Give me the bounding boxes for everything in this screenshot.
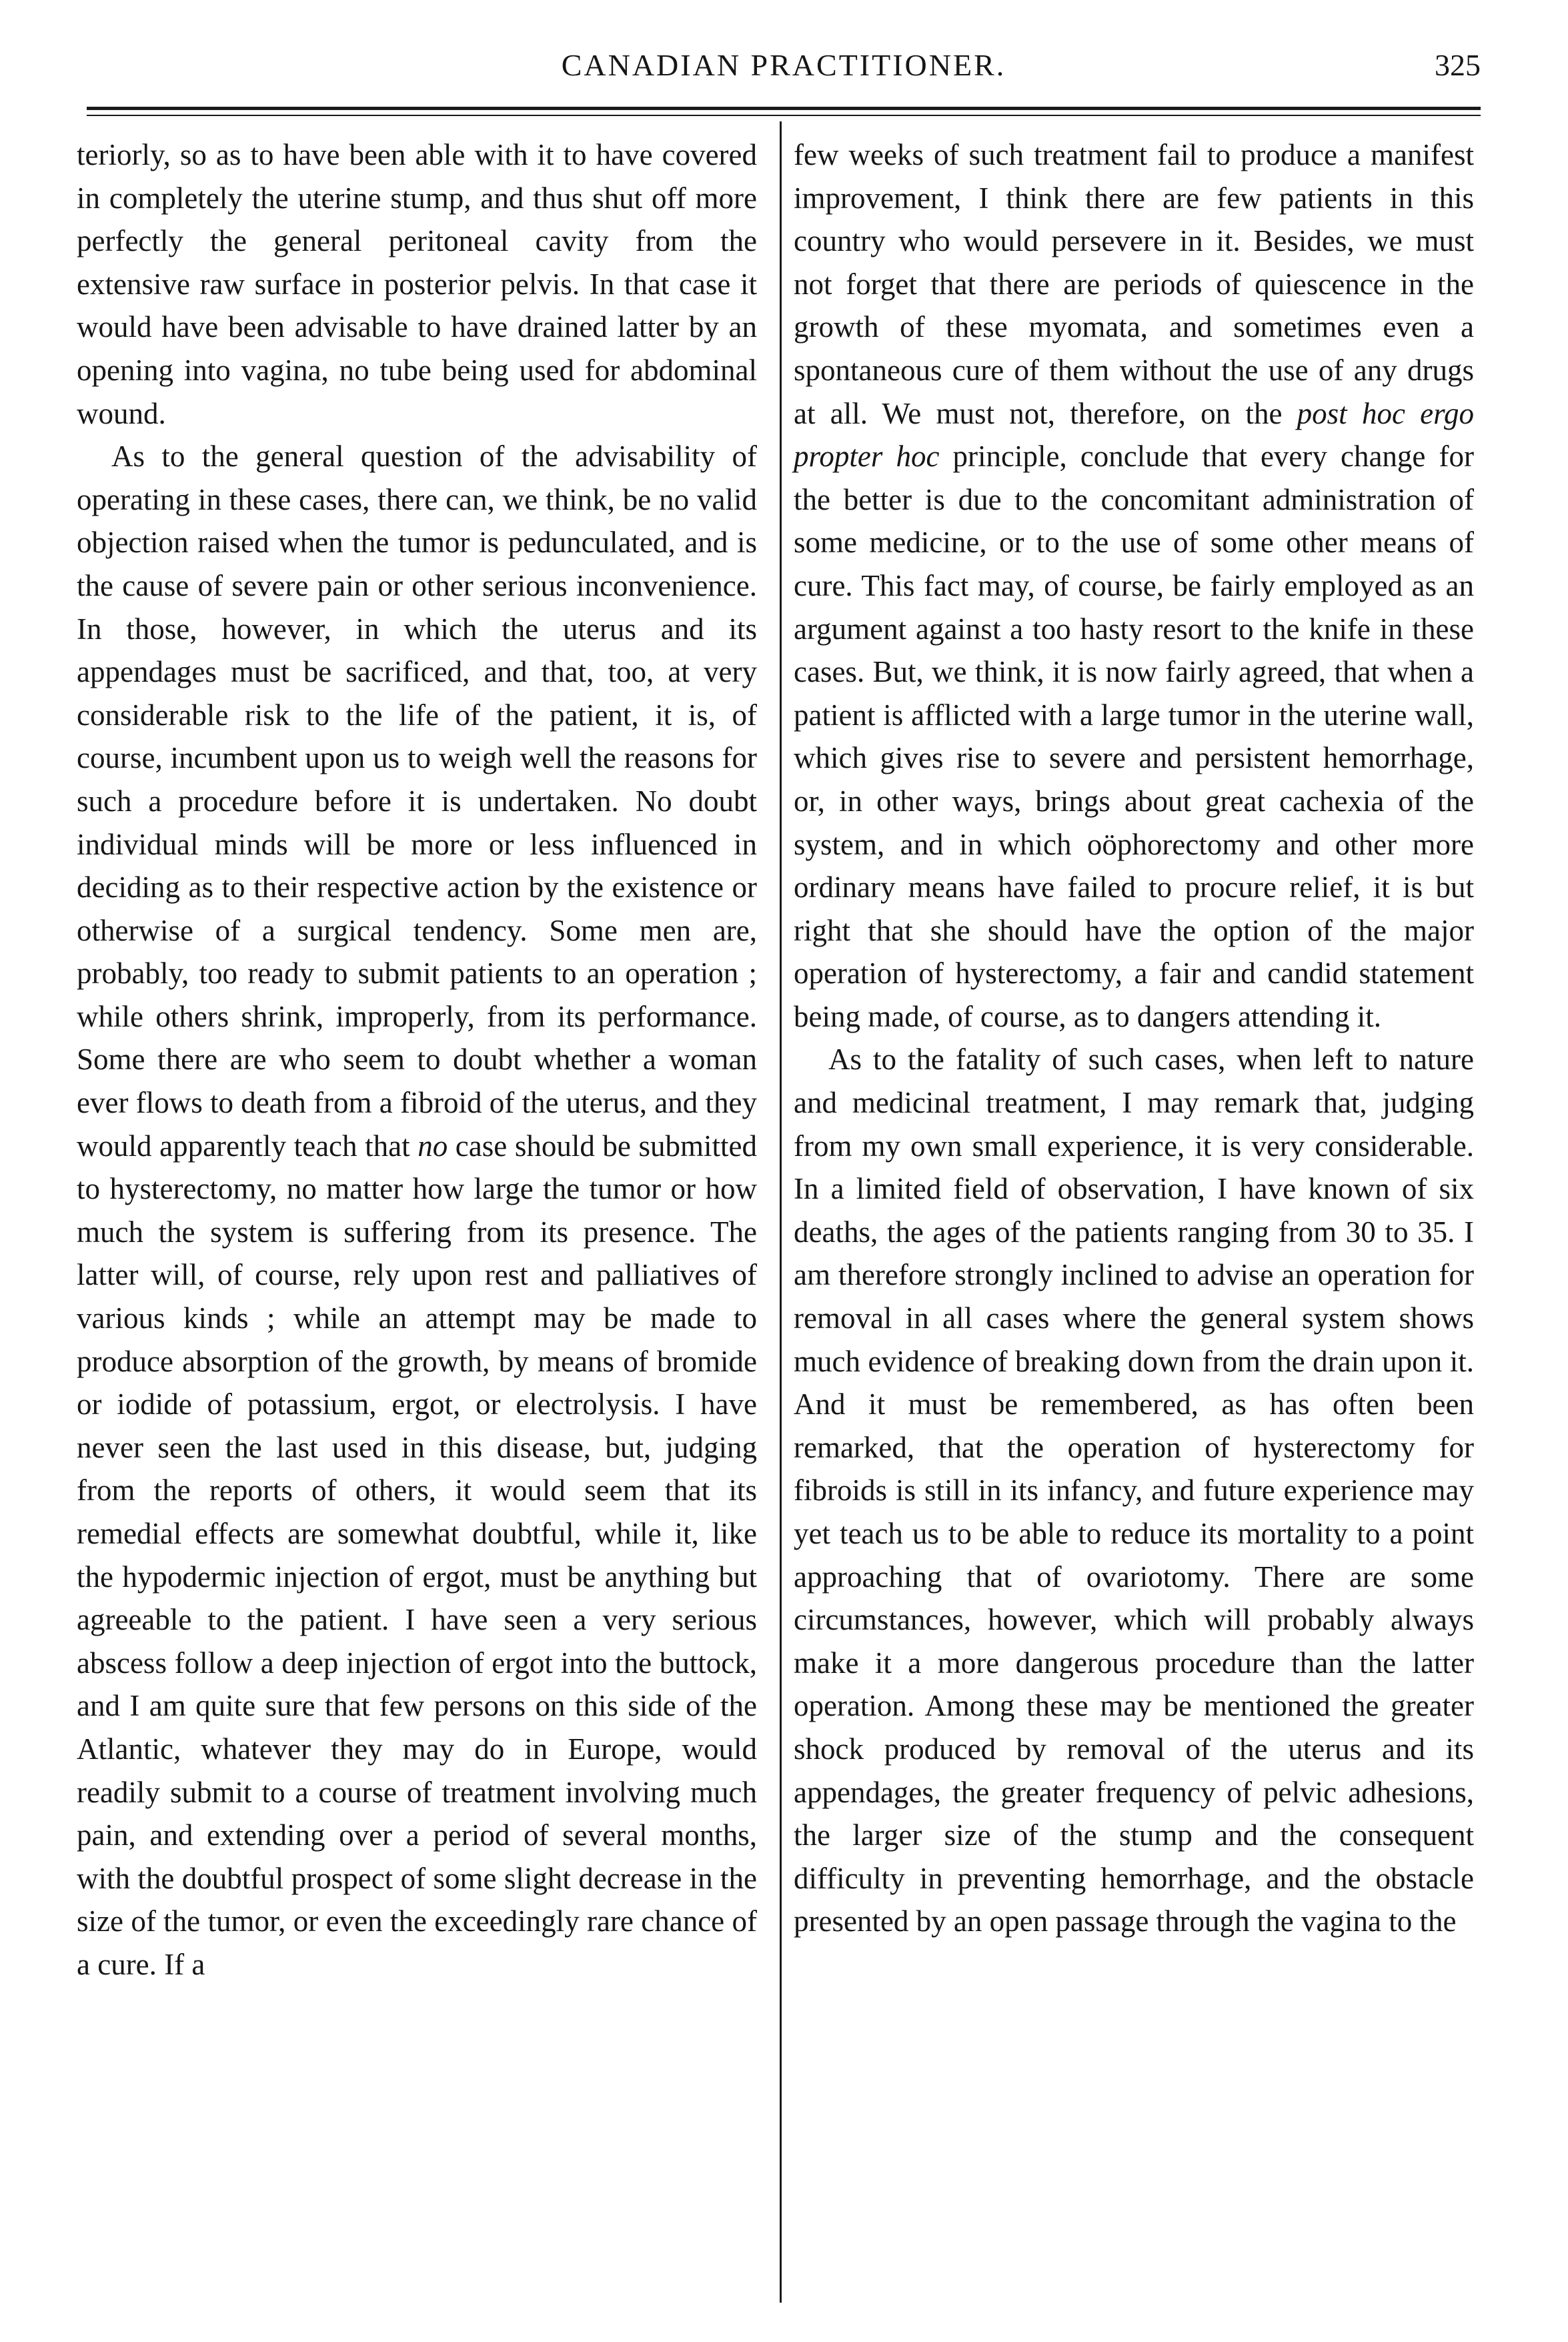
text-run: principle, conclude that every change for the better is due to the concomitant administration of some medicine, or to the use of some other means of cure. This fact may, of course, be fairly employed as an argument against a too hasty resort to the knife in these cases. But, we think, it is now fairly agreed, that when a patient is afflicted with a large tumor in the uterine wall, which gives rise to severe and persistent hemorrhage, or, in other ways, brings about great cachexia of the system, and in which oöphorectomy and other more ordinary means have failed to procure relief, it is but right that she should have the option of the major operation of hysterectomy, a fair and candid statement being made, of course, as to dangers attending it. [794, 440, 1474, 1033]
page-number: 325 [1435, 48, 1481, 82]
paragraph-continued: teriorly, so as to have been able with it to have covered in completely the uterine stump, and thus shut off more perfectly the general peritoneal cavity from the extensive raw surface in posterior pelvis. In that case it would have been advisable to have drained latter by an opening into vagina, no tube being used for abdominal wound. [77, 138, 757, 430]
header-rule-thick [87, 107, 1481, 110]
text-run: case should be submitted to hysterectomy, no matter how large the tumor or how much the system is suffering from its presence. The latter will, of course, rely upon rest and palliatives of various kinds ; while an attempt may be made to produce absorption of the growth, by means of bromide or iodide of potassium, ergot, or electrolysis. I have never seen the last used in this disease, but, judging from the reports of others, it would seem that its remedial effects are somewhat doubtful, while it, like the hypodermic injection of ergot, must be anything but agreeable to the patient. I have seen a very serious abscess follow a deep injection of ergot into the buttock, and I am quite sure that few persons on this side of the Atlantic, whatever they may do in Europe, would readily submit to a course of treatment involving much pain, and extending over a period of several months, with the doubtful prospect of some slight decrease in the size of the tumor, or even the exceedingly rare chance of a cure. If a [77, 1129, 758, 1981]
header-rule-thin [87, 115, 1481, 116]
paragraph-fatality: As to the fatality of such cases, when left to nature and medicinal treatment, I may remark that, judging from my own small experience, it is very considerable. In a limited field of observation, I have known of six deaths, the ages of the patients ranging from 30 to 35. I am therefore strongly inclined to advise an operation for removal in all cases where the general system shows much evidence of breaking down from the drain upon it. And it must be remembered, as has often been remarked, that the operation of hysterectomy for fibroids is still in its infancy, and future experience may yet teach us to be able to reduce its mortality to a point approaching that of ovariotomy. There are some circumstances, however, which will probably always make it a more dangerous procedure than the latter operation. Among these may be mentioned the greater shock produced by removal of the uterus and its appendages, the greater frequency of pelvic adhesions, the larger size of the stump and the consequent difficulty in preventing hemorrhage, and the obstacle presented by an open passage through the vagina to the [794, 1043, 1474, 1938]
column-divider [780, 121, 782, 2303]
paragraph-advisability [77, 435, 757, 1986]
italic-text: post hoc ergo propter hoc [794, 396, 1474, 474]
text-run: As to the general question of the advisability of operating in these cases, there can, we think, be no valid objection raised when the tumor is pedunculated, and is the cause of severe pain or other serious inconvenience. In those, however, in which the uterus and its appendages must be sacrificed, and that, too, at very considerable risk to the life of the patient, it is, of course, incumbent upon us to weigh well the reasons for such a procedure before it is undertaken. No doubt individual minds will be more or less influenced in deciding as to their respective action by the existence or otherwise of a surgical tendency. Some men are, probably, too ready to submit patients to an operation ; while others shrink, improperly, from its performance. Some there are who seem to doubt whether a woman ever flows to death from a fibroid of the uterus, and they would apparently teach that [77, 440, 757, 1163]
running-head [87, 45, 1481, 99]
left-column [77, 133, 757, 1986]
italic-text: no [418, 1129, 448, 1163]
journal-title: CANADIAN PRACTITIONER. [561, 48, 1006, 82]
right-column [794, 133, 1474, 1943]
paragraph-continued [794, 133, 1474, 1038]
text-run: few weeks of such treatment fail to produce a manifest improvement, I think there are few patients in this country who would persevere in it. Besides, we must not forget that there are periods of quiescence in the growth of these myomata, and sometimes even a spontaneous cure of them without the use of any drugs at all. We must not, therefore, on the [794, 138, 1474, 430]
